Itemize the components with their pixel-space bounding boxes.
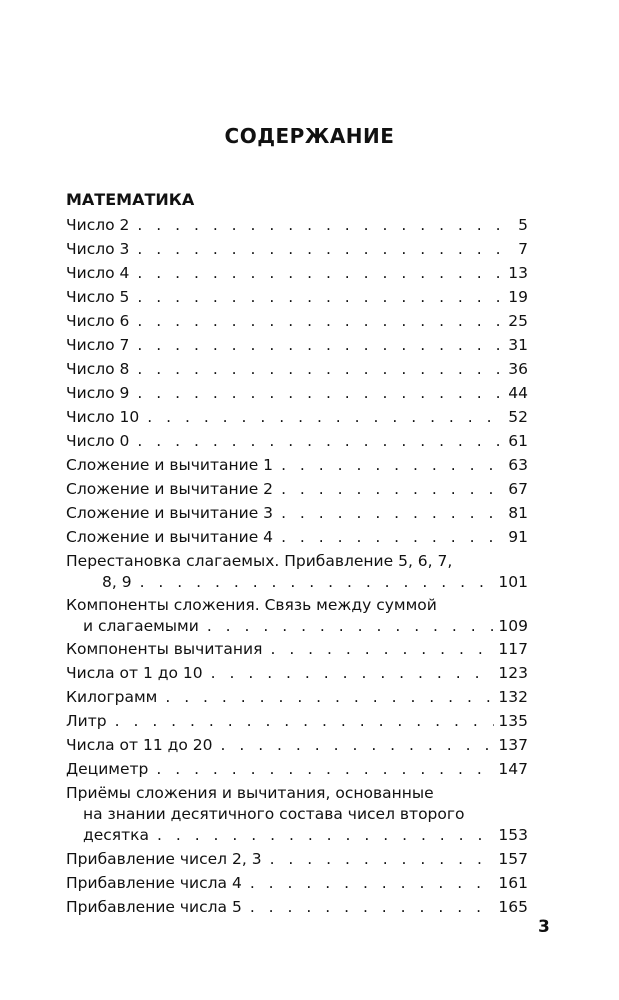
dot-leader bbox=[281, 479, 504, 499]
toc-entry-title: Числа от 11 до 20 bbox=[66, 736, 213, 754]
dot-leader bbox=[165, 687, 494, 707]
toc-entry-line bbox=[66, 711, 528, 731]
dot-leader bbox=[281, 527, 504, 547]
toc-entry-line: на знании десятичного состава чисел второго bbox=[83, 805, 465, 823]
toc-entry-line bbox=[66, 873, 528, 893]
toc-entry-page: 123 bbox=[498, 664, 528, 682]
toc-entry bbox=[66, 595, 528, 639]
toc-entry-line bbox=[66, 759, 528, 779]
toc-entry-line bbox=[66, 455, 528, 475]
toc-entry-line bbox=[66, 503, 528, 523]
toc-entry-title: Число 2 bbox=[66, 216, 130, 234]
toc-entry-page: 7 bbox=[518, 240, 528, 258]
toc-entry-line bbox=[66, 359, 528, 379]
toc-entry-page: 31 bbox=[508, 336, 528, 354]
dot-leader bbox=[115, 711, 495, 731]
dot-leader bbox=[137, 359, 504, 379]
toc-entry-title: Сложение и вычитание 4 bbox=[66, 528, 274, 546]
dot-leader bbox=[157, 825, 494, 845]
toc-entry-title: Прибавление чисел 2, 3 bbox=[66, 850, 262, 868]
dot-leader bbox=[270, 639, 494, 659]
toc-entry bbox=[66, 873, 528, 897]
toc-entry-title: Число 0 bbox=[66, 432, 130, 450]
toc-entry bbox=[66, 239, 528, 263]
toc-entry-page: 44 bbox=[508, 384, 528, 402]
toc-entry-line bbox=[66, 687, 528, 707]
dot-leader bbox=[156, 759, 494, 779]
toc-entry-page: 165 bbox=[498, 898, 528, 916]
toc-entry-line bbox=[66, 383, 528, 403]
toc-entry bbox=[66, 215, 528, 239]
toc-entry-page: 157 bbox=[498, 850, 528, 868]
toc-entry-page: 153 bbox=[498, 826, 528, 844]
toc-entry bbox=[66, 431, 528, 455]
toc-entry bbox=[66, 479, 528, 503]
toc-entry-title: Число 8 bbox=[66, 360, 130, 378]
toc-entry-title: Число 7 bbox=[66, 336, 130, 354]
toc-entry-page: 135 bbox=[498, 712, 528, 730]
toc-entry-title: Прибавление числа 4 bbox=[66, 874, 242, 892]
toc-entry-title: Число 5 bbox=[66, 288, 130, 306]
section-heading: МАТЕМАТИКА bbox=[66, 190, 195, 209]
toc-entry bbox=[66, 783, 528, 849]
toc-entry bbox=[66, 359, 528, 383]
toc-entry bbox=[66, 335, 528, 359]
toc-entry-line bbox=[102, 572, 528, 592]
toc-entry-line bbox=[66, 239, 528, 259]
toc-entry-title: Сложение и вычитание 2 bbox=[66, 480, 274, 498]
dot-leader bbox=[147, 407, 504, 427]
toc-entry-page: 161 bbox=[498, 874, 528, 892]
toc-entry bbox=[66, 287, 528, 311]
toc-entry-title: Числа от 1 до 10 bbox=[66, 664, 203, 682]
toc-entry bbox=[66, 897, 528, 921]
toc-entry-line bbox=[66, 287, 528, 307]
dot-leader bbox=[140, 572, 495, 592]
toc-entry bbox=[66, 551, 528, 595]
dot-leader bbox=[137, 431, 504, 451]
toc-entry-line bbox=[83, 825, 528, 845]
toc-entry-line: Компоненты сложения. Связь между суммой bbox=[66, 596, 437, 614]
toc-entry-page: 25 bbox=[508, 312, 528, 330]
toc-entry bbox=[66, 527, 528, 551]
toc-entry-title: Килограмм bbox=[66, 688, 158, 706]
toc-entry-page: 19 bbox=[508, 288, 528, 306]
dot-leader bbox=[137, 383, 504, 403]
dot-leader bbox=[137, 263, 504, 283]
dot-leader bbox=[250, 873, 495, 893]
toc-entry bbox=[66, 407, 528, 431]
toc-entry-line bbox=[66, 663, 528, 683]
toc-entry bbox=[66, 759, 528, 783]
dot-leader bbox=[137, 239, 514, 259]
toc-entry-title: Компоненты вычитания bbox=[66, 640, 263, 658]
toc-entry-title: и слагаемыми bbox=[83, 617, 199, 635]
toc-entry bbox=[66, 383, 528, 407]
toc-entry-line bbox=[66, 311, 528, 331]
table-of-contents bbox=[66, 215, 528, 921]
toc-entry-page: 101 bbox=[498, 573, 528, 591]
toc-entry-title: Дециметр bbox=[66, 760, 149, 778]
toc-entry-title: Прибавление числа 5 bbox=[66, 898, 242, 916]
toc-entry-line bbox=[66, 897, 528, 917]
toc-entry-page: 109 bbox=[498, 617, 528, 635]
toc-entry-page: 81 bbox=[508, 504, 528, 522]
toc-entry-title: 8, 9 bbox=[102, 573, 132, 591]
dot-leader bbox=[281, 503, 504, 523]
toc-entry-line bbox=[66, 431, 528, 451]
dot-leader bbox=[221, 735, 495, 755]
toc-entry-line bbox=[66, 407, 528, 427]
toc-entry-title: Число 6 bbox=[66, 312, 130, 330]
toc-entry-page: 13 bbox=[508, 264, 528, 282]
dot-leader bbox=[281, 455, 504, 475]
toc-entry-page: 63 bbox=[508, 456, 528, 474]
toc-entry-page: 91 bbox=[508, 528, 528, 546]
toc-entry-page: 137 bbox=[498, 736, 528, 754]
toc-entry-line bbox=[66, 263, 528, 283]
toc-entry-page: 5 bbox=[518, 216, 528, 234]
toc-entry-line bbox=[66, 735, 528, 755]
dot-leader bbox=[250, 897, 495, 917]
toc-entry bbox=[66, 735, 528, 759]
toc-entry bbox=[66, 711, 528, 735]
toc-entry-page: 52 bbox=[508, 408, 528, 426]
toc-entry bbox=[66, 639, 528, 663]
dot-leader bbox=[211, 663, 495, 683]
toc-entry-line bbox=[66, 335, 528, 355]
toc-entry-title: Литр bbox=[66, 712, 107, 730]
toc-entry-page: 147 bbox=[498, 760, 528, 778]
dot-leader bbox=[137, 311, 504, 331]
dot-leader bbox=[137, 215, 514, 235]
toc-entry bbox=[66, 687, 528, 711]
toc-entry-title: Число 9 bbox=[66, 384, 130, 402]
dot-leader bbox=[137, 335, 504, 355]
toc-entry-title: Число 3 bbox=[66, 240, 130, 258]
toc-entry-title: Число 10 bbox=[66, 408, 140, 426]
toc-entry-line: Перестановка слагаемых. Прибавление 5, 6, 7, bbox=[66, 552, 453, 570]
page-number: 3 bbox=[538, 917, 550, 937]
toc-entry-page: 117 bbox=[498, 640, 528, 658]
toc-entry-title: десятка bbox=[83, 826, 149, 844]
toc-entry-page: 36 bbox=[508, 360, 528, 378]
toc-entry-line bbox=[83, 616, 528, 636]
toc-entry bbox=[66, 849, 528, 873]
page-title: СОДЕРЖАНИЕ bbox=[224, 124, 395, 148]
toc-entry-line bbox=[66, 639, 528, 659]
dot-leader bbox=[137, 287, 504, 307]
toc-entry bbox=[66, 503, 528, 527]
dot-leader bbox=[207, 616, 495, 636]
toc-entry-title: Сложение и вычитание 1 bbox=[66, 456, 274, 474]
toc-entry bbox=[66, 455, 528, 479]
toc-entry-line bbox=[66, 215, 528, 235]
toc-entry-title: Сложение и вычитание 3 bbox=[66, 504, 274, 522]
toc-entry-title: Число 4 bbox=[66, 264, 130, 282]
toc-entry bbox=[66, 663, 528, 687]
toc-entry-line bbox=[66, 849, 528, 869]
dot-leader bbox=[270, 849, 495, 869]
toc-entry bbox=[66, 263, 528, 287]
toc-entry-page: 61 bbox=[508, 432, 528, 450]
toc-entry-line bbox=[66, 527, 528, 547]
toc-entry-line: Приёмы сложения и вычитания, основанные bbox=[66, 784, 434, 802]
toc-entry-page: 67 bbox=[508, 480, 528, 498]
toc-entry bbox=[66, 311, 528, 335]
toc-entry-page: 132 bbox=[498, 688, 528, 706]
toc-entry-line bbox=[66, 479, 528, 499]
